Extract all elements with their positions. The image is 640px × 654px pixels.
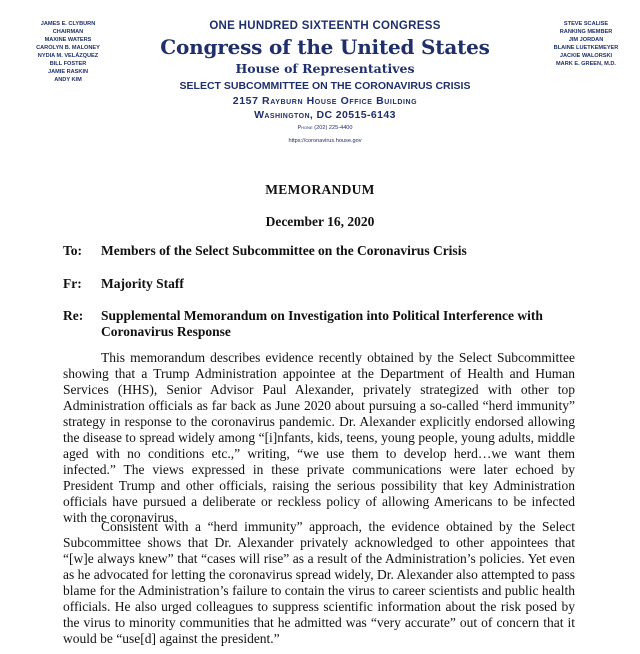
minority-members-list — [546, 20, 626, 68]
subject-value: Supplemental Memorandum on Investigation into Political Interference with Coronavirus Response — [101, 308, 543, 339]
congress-number: ONE HUNDRED SIXTEENTH CONGRESS — [209, 20, 441, 32]
to-label: To: — [63, 243, 83, 258]
to-value: Members of the Select Subcommittee on the Coronavirus Crisis — [101, 243, 467, 258]
majority-members-list — [28, 20, 108, 84]
office-city: Washington, DC 20515-6143 — [254, 109, 396, 121]
memo-date: December 16, 2020 — [265, 214, 375, 229]
letterhead-title: Congress of the United States — [160, 35, 490, 59]
from-value: Majority Staff — [101, 276, 184, 291]
member-role: RANKING MEMBER — [559, 29, 613, 35]
member-name: CAROLYN B. MALONEY — [36, 45, 100, 51]
from-label: Fr: — [63, 276, 82, 291]
subcommittee-name: SELECT SUBCOMMITTEE ON THE CORONAVIRUS CRISIS — [179, 80, 471, 92]
member-name: MAXINE WATERS — [44, 37, 92, 43]
member-name: JAMIE RASKIN — [47, 69, 89, 75]
member-name: JACKIE WALORSKI — [559, 53, 613, 59]
member-name: JIM JORDAN — [568, 37, 604, 43]
website-url: https://coronavirus.house.gov — [288, 138, 362, 144]
member-name: NYDIA M. VELÁZQUEZ — [37, 53, 99, 59]
member-name: JAMES E. CLYBURN — [40, 21, 96, 27]
member-name: BILL FOSTER — [49, 61, 87, 67]
member-name: BLAINE LUETKEMEYER — [553, 45, 619, 51]
memo-heading: MEMORANDUM — [265, 182, 375, 197]
body-paragraph: Consistent with a “herd immunity” approach, the evidence obtained by the Select Subcommittee shows that Dr. Alexander privately acknowledged to other appointees that “[w]e always knew” that “cases will rise” as a result of the Administration’s policies. Yet even as he advocated for letting the coronavirus spread widely, Dr. Alexander also attempted to pass blame for the Administration’s failure to contain the virus to career scientists and public health officials. He also urged colleagues to suppress scientific information about the risk posed by the virus to minority communities that he admitted was “very accurate” out of concern that it would be “use[d] against the president.” — [63, 519, 575, 646]
member-name: STEVE SCALISE — [563, 21, 609, 27]
body-paragraph: This memorandum describes evidence recently obtained by the Select Subcommittee showing that a Trump Administration appointee at the Department of Health and Human Services (HHS), Senior Advisor Paul Alexander, privately strategized with other top Administration officials as far back as June 2020 about pursuing a so-called “herd immunity” strategy in response to the coronavirus pandemic. Dr. Alexander explicitly endorsed allowing the disease to spread widely among “[i]nfants, kids, teens, young people, young adults, middle aged with no conditions etc.,” writing, “we use them to develop herd…we want them infected.” The views expressed in these private communications were later echoed by President Trump and other officials, raising the serious possibility that key Administration officials have pursued a deliberate or reckless policy of allowing Americans to be infected with the coronavirus. — [63, 350, 575, 525]
member-role: CHAIRMAN — [52, 29, 84, 35]
letterhead — [150, 20, 500, 144]
member-name: MARK E. GREEN, M.D. — [556, 61, 616, 67]
member-name: ANDY KIM — [54, 77, 82, 83]
house-name: House of Representatives — [235, 61, 415, 76]
office-phone: Phone (202) 225-4400 — [297, 125, 353, 131]
office-address: 2157 Rayburn House Office Building — [232, 95, 418, 107]
subject-label: Re: — [63, 308, 84, 323]
